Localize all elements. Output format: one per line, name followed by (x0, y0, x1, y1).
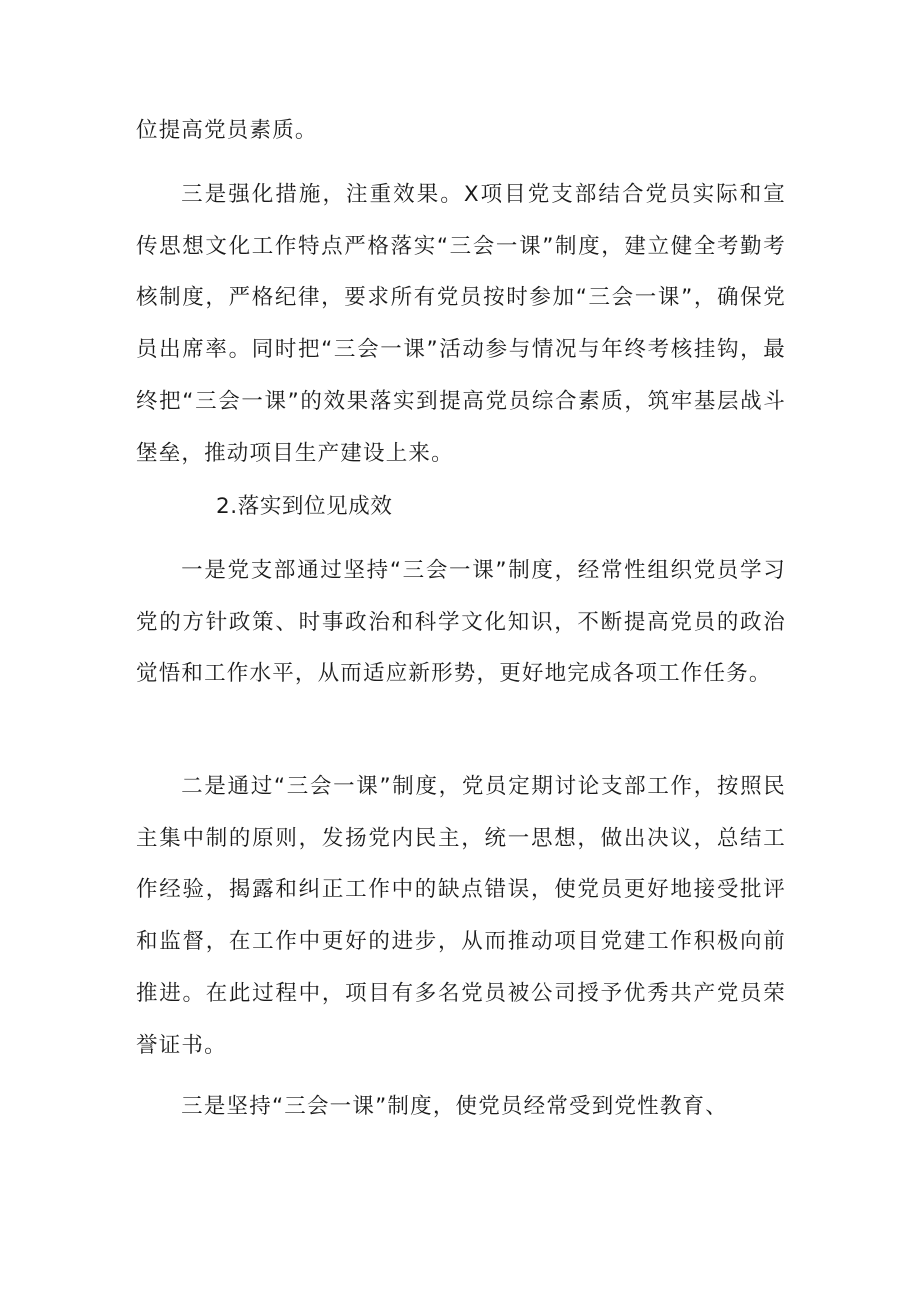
paragraph-first-point: 一是党支部通过坚持“三会一课”制度，经常性组织党员学习党的方针政策、时事政治和科学文化知识，不断提高党员的政治觉悟和工作水平，从而适应新形势，更好地完成各项工作任务。 (136, 558, 786, 687)
section-heading: 2.落实到位见成效 (216, 494, 393, 519)
paragraph-strengthen-measures: 三是强化措施，注重效果。X项目党支部结合党员实际和宣传思想文化工作特点严格落实“三会一课”制度，建立健全考勤考核制度，严格纪律，要求所有党员按时参加“三会一课”，确保党员出席率。同时把“三会一课”活动参与情况与年终考核挂钩，最终把“三会一课”的效果落实到提高党员综合素质，筑牢基层战斗堡垒，推动项目生产建设上来。 (136, 182, 786, 466)
paragraph-second-point: 二是通过“三会一课”制度，党员定期讨论支部工作，按照民主集中制的原则，发扬党内民主，统一思想，做出决议，总结工作经验，揭露和纠正工作中的缺点错误，使党员更好地接受批评和监督，在工作中更好的进步，从而推动项目党建工作积极向前推进。在此过程中，项目有多名党员被公司授予优秀共产党员荣誉证书。 (136, 774, 786, 1058)
paragraph-continuation: 位提高党员素质。 (136, 118, 318, 143)
paragraph-third-point: 三是坚持“三会一课”制度，使党员经常受到党性教育、 (181, 1094, 728, 1119)
